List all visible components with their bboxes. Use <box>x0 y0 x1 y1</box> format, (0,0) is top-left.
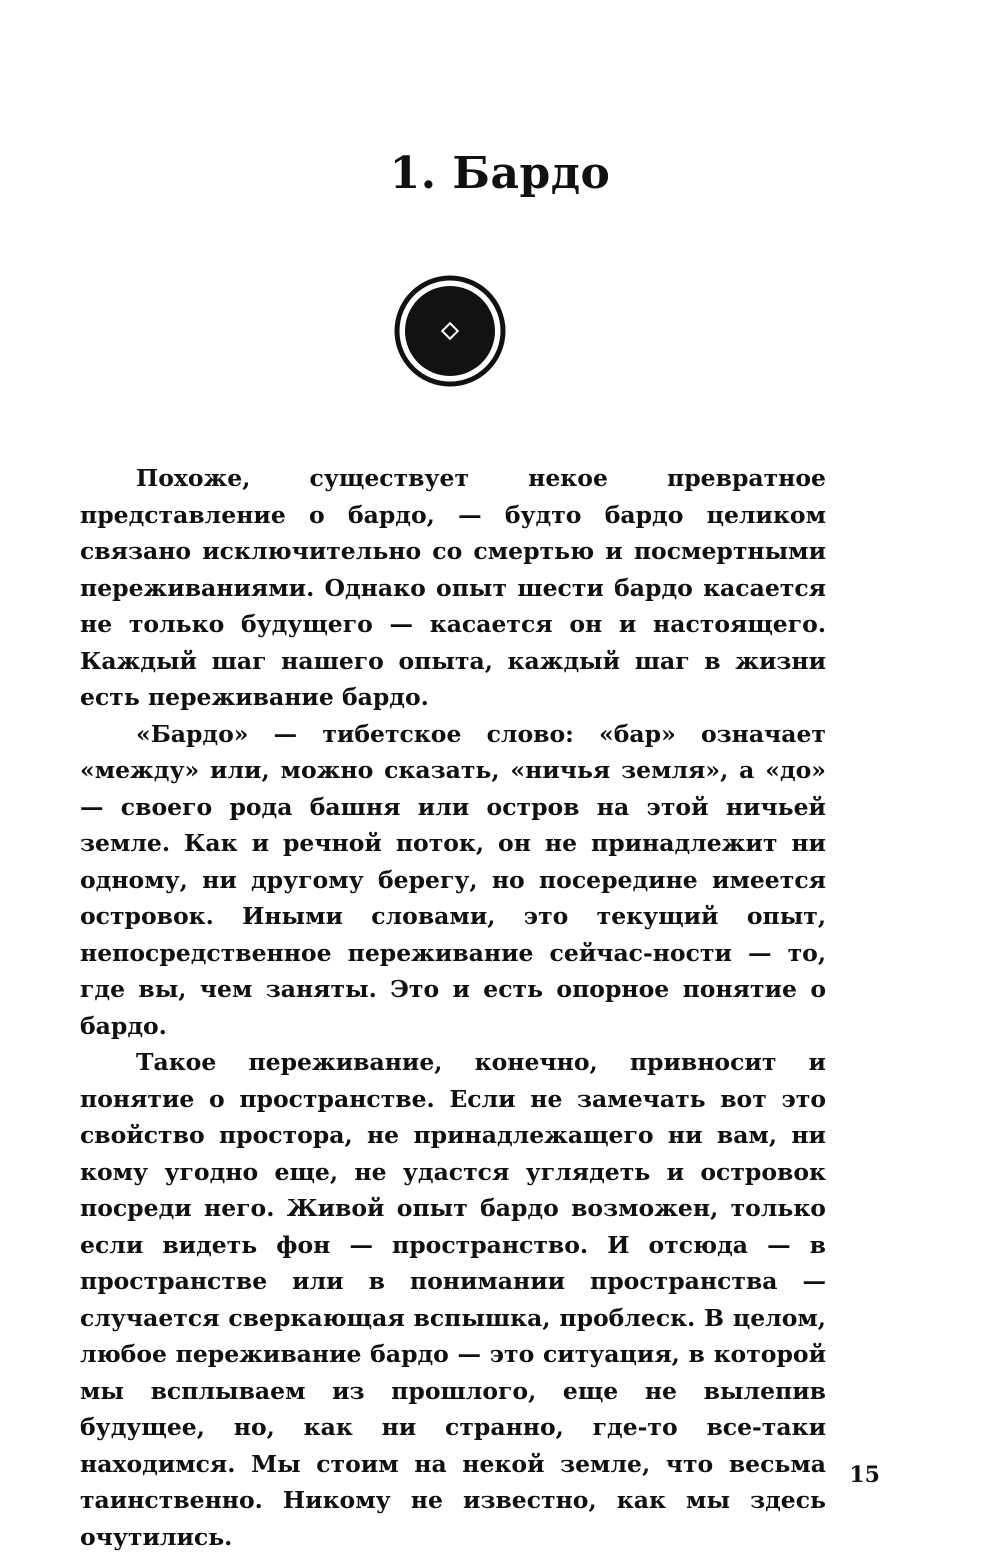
body-text <box>80 460 826 1555</box>
paragraph-2: «Бардо» — тибетское слово: «бар» означает «между» или, можно сказать, «ничья земля», а «до» — своего рода башня или остров на этой ничьей земле. Как и речной поток, он не принадлежит ни одному, ни другому берегу, но посередине имеется островок. Иными словами, это текущий опыт, непосредственное переживание сейчас-ности — то, где вы, чем заняты. Это и есть опорное понятие о бардо. <box>80 719 826 1040</box>
page-number: 15 <box>849 1462 880 1488</box>
paragraph-3: Такое переживание, конечно, привносит и понятие о пространстве. Если не замечать вот это свойство простора, не принадлежащего ни вам, ни кому угодно еще, не удастся углядеть и островок посреди него. Живой опыт бардо возможен, только если видеть фон — пространство. И отсюда — в пространстве или в понимании пространства — случается сверкающая вспышка, проблеск. В целом, любое переживание бардо — это ситуация, в которой мы всплываем из прошлого, еще не вылепив будущее, но, как ни странно, где-то все-таки находимся. Мы стоим на некой земле, что весьма таинственно. Никому не известно, как мы здесь очутились. <box>80 1048 826 1551</box>
emblem-inner-disc <box>405 286 495 376</box>
chapter-title: 1. Бардо <box>389 148 611 199</box>
paragraph-1: Похоже, существует некое превратное представление о бардо, — будто бардо целиком связано исключительно со смертью и посмертными переживаниями. Однако опыт шести бардо касается не только будущего — касается он и настоящего. Каждый шаг нашего опыта, каждый шаг в жизни есть переживание бардо. <box>80 464 826 711</box>
circle-diamond-icon <box>394 275 506 387</box>
